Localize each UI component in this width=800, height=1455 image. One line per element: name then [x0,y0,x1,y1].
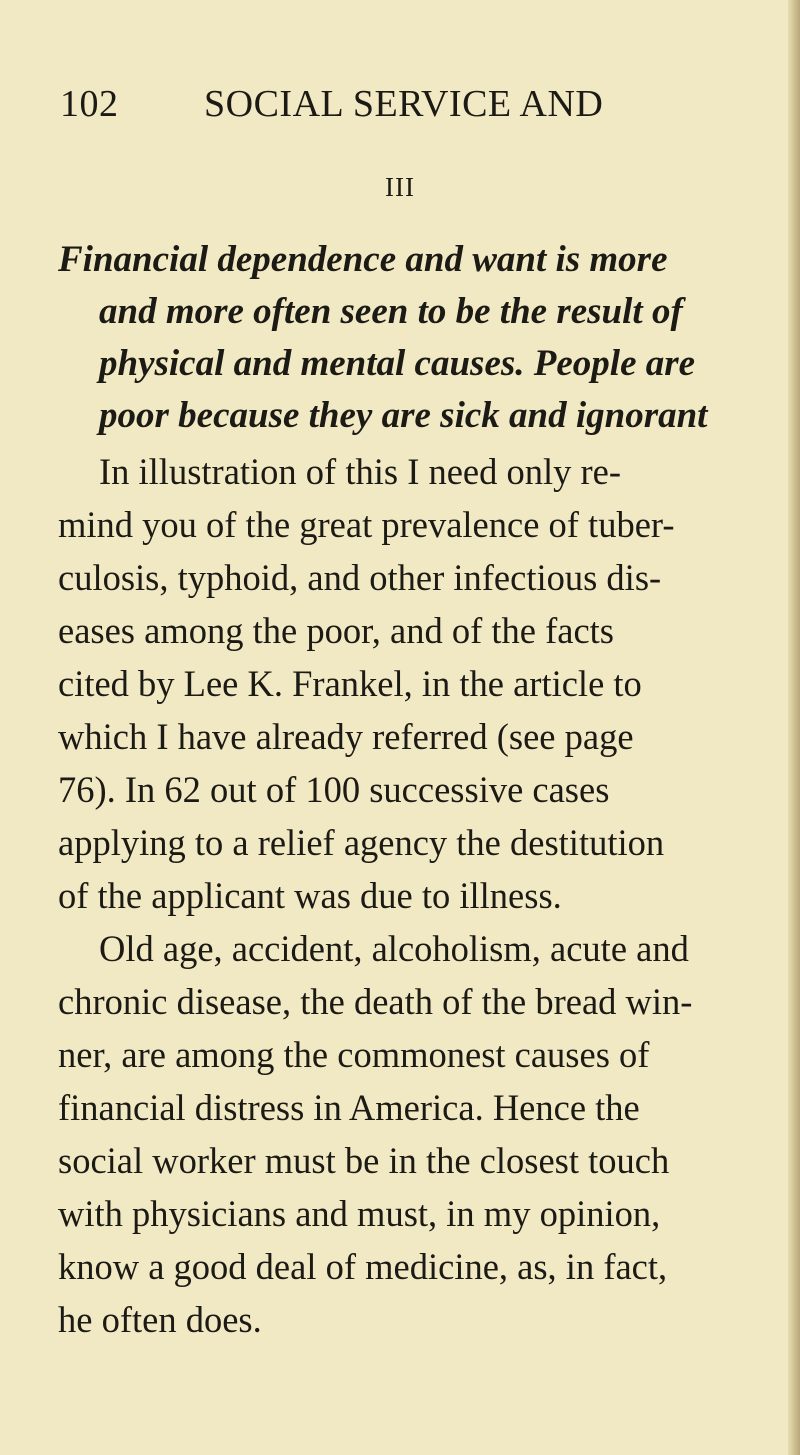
body-line: Old age, accident, alcoholism, acute and [99,928,689,969]
body-line: with physicians and must, in my opinion, [58,1193,661,1234]
subtitle-line: and more often seen to be the result of [99,291,683,332]
body-line: ner, are among the commonest causes of [58,1034,650,1075]
body-line: cited by Lee K. Frankel, in the article to [58,663,642,704]
body-line: 76). In 62 out of 100 successive cases [58,769,610,810]
body-line: know a good deal of medicine, as, in fact, [58,1246,668,1287]
body-line: chronic disease, the death of the bread win- [58,981,693,1022]
body-line: applying to a relief agency the destitution [58,822,665,863]
body-line: financial distress in America. Hence the [58,1087,640,1128]
subtitle-line: poor because they are sick and ignorant [99,395,708,436]
page-number: 102 [60,83,119,125]
body-line: which I have already referred (see page [58,716,634,757]
body-line: mind you of the great prevalence of tuber- [58,504,675,545]
subtitle-line: physical and mental causes. People are [99,343,696,384]
body-line: of the applicant was due to illness. [58,875,562,916]
subtitle-line: Financial dependence and want is more [58,239,668,280]
body-line: he often does. [58,1299,262,1340]
body-line: In illustration of this I need only re- [99,451,622,492]
body-line: eases among the poor, and of the facts [58,610,614,651]
body-line: social worker must be in the closest touch [58,1140,670,1181]
section-number: III [385,172,415,202]
body-line: culosis, typhoid, and other infectious dis- [58,557,662,598]
running-head: SOCIAL SERVICE AND [204,83,604,125]
page-edge-shadow [788,0,800,1455]
